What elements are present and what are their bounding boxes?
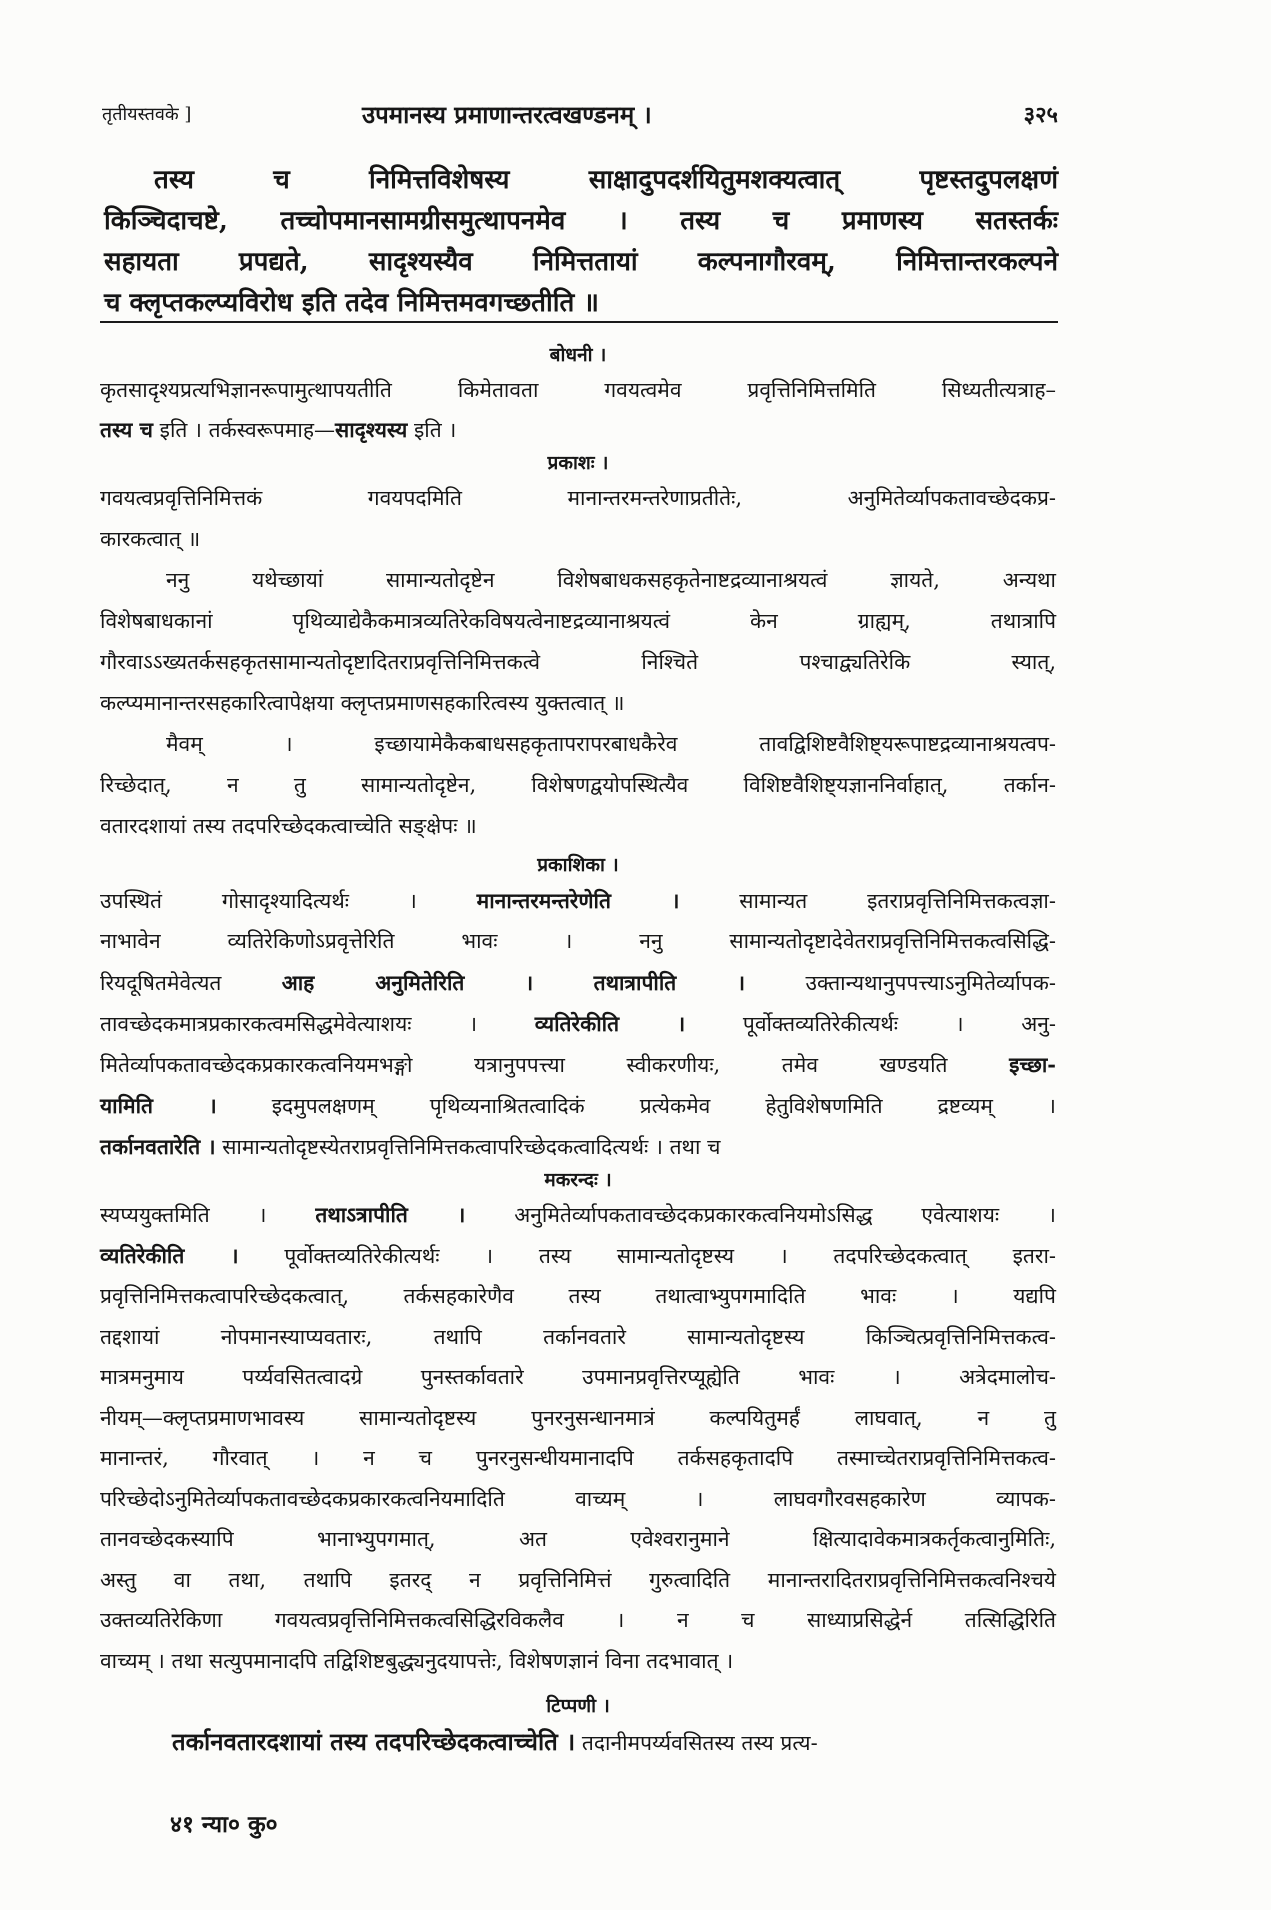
text-line bbox=[100, 1276, 1056, 1317]
text-run: रियदूषितमेवेत्यत bbox=[100, 971, 282, 995]
text-line bbox=[104, 283, 1058, 324]
text-line bbox=[100, 478, 1056, 519]
lemma-text: तथात्रापीति । bbox=[593, 970, 746, 995]
lemma-text: तथाऽत्रापीति । bbox=[315, 1202, 466, 1227]
text-line bbox=[100, 765, 1056, 806]
paragraph bbox=[100, 880, 1056, 1167]
running-head-chapter: तृतीयस्तवके ] bbox=[102, 104, 192, 125]
text-line bbox=[100, 1600, 1056, 1641]
text-run: किञ्चिदाचष्टे, तच्चोपमानसामग्रीसमुत्थापनमेव । तस्य च प्रमाणस्य सतस्तर्कः bbox=[104, 206, 1058, 236]
commentary-tippani bbox=[100, 1691, 1056, 1763]
text-line bbox=[100, 1479, 1056, 1520]
commentary-prakasha bbox=[100, 448, 1056, 847]
text-run: सहायता प्रपद्यते, सादृश्यस्यैव निमित्ततायां कल्पनागौरवम्, निमित्तान्तरकल्पने bbox=[104, 247, 1058, 277]
lemma-text: सादृश्यस्य bbox=[335, 417, 408, 442]
text-line bbox=[100, 880, 1056, 921]
text-run: स्यप्ययुक्तमिति । bbox=[100, 1203, 316, 1227]
lemma-text: यामिति । bbox=[100, 1093, 217, 1118]
paragraph bbox=[100, 1195, 1056, 1681]
text-line bbox=[100, 642, 1056, 683]
text-run: सामान्यत इतराप्रवृत्तिनिमित्तकत्वज्ञा- bbox=[679, 889, 1056, 913]
commentary-bodhani bbox=[100, 340, 1056, 450]
text-line bbox=[100, 1236, 1056, 1277]
text-run: अस्तु वा तथा, तथापि इतरद् न प्रवृत्तिनिमित्तं गुरुत्वादिति मानान्तरादितराप्रवृत्तिनिमित्तकत्वनिश्चये bbox=[100, 1567, 1056, 1592]
text-run: ननु यथेच्छायां सामान्यतोदृष्टेन विशेषबाधकसहकृतेनाष्टद्रव्यानाश्रयत्वं ज्ञायते, अन्यथा bbox=[166, 568, 1056, 592]
text-run: इदमुपलक्षणम् पृथिव्यनाश्रितत्वादिकं प्रत्येकमेव हेतुविशेषणमिति द्रष्टव्यम् । bbox=[216, 1094, 1056, 1118]
text-line bbox=[100, 921, 1056, 962]
commentary-title: प्रकाशिका । bbox=[537, 854, 619, 876]
text-run: पूर्वोक्तव्यतिरेकीत्यर्थः । अनु- bbox=[685, 1012, 1057, 1036]
text-run: पूर्वोक्तव्यतिरेकीत्यर्थः । तस्य सामान्यतोदृष्टस्य । तदपरिच्छेदकत्वात् इतरा- bbox=[238, 1243, 1056, 1268]
running-header bbox=[100, 95, 1058, 135]
text-line bbox=[100, 1721, 1056, 1763]
commentary-body bbox=[100, 370, 1056, 450]
commentary-body bbox=[100, 478, 1056, 847]
paragraph bbox=[100, 724, 1056, 847]
text-line bbox=[100, 601, 1056, 642]
running-head-title: उपमानस्य प्रमाणान्तरत्वखण्डनम् । bbox=[362, 100, 652, 129]
divider-rule bbox=[100, 321, 1058, 323]
root-text bbox=[104, 160, 1058, 324]
text-run: गौरवाऽऽख्यतर्कसहकृतसामान्यतोदृष्टादितराप्रवृत्तिनिमित्तकत्वे निश्चिते पश्चाद्व्यतिरेकि स्यात्, bbox=[100, 650, 1056, 674]
text-line bbox=[100, 1126, 1056, 1167]
paragraph bbox=[100, 478, 1056, 560]
text-line bbox=[100, 1003, 1056, 1044]
text-line bbox=[100, 1085, 1056, 1126]
text-run: मानान्तरं, गौरवात् । न च पुनरनुसन्धीयमानादपि तर्कसहकृतादपि तस्माच्चेतराप्रवृत्तिनिमित्तकत्व- bbox=[100, 1446, 1056, 1470]
text-run: तदानीमपर्य्यवसितस्य तस्य प्रत्य- bbox=[575, 1731, 818, 1755]
commentary-body bbox=[100, 1195, 1056, 1681]
text-run: प्रवृत्तिनिमित्तकत्वापरिच्छेदकत्वात्, तर्कसहकारेणैव तस्य तथात्वाभ्युपगमादिति भावः । यद्यपि bbox=[100, 1284, 1056, 1308]
text-line bbox=[100, 560, 1056, 601]
paragraph bbox=[100, 1721, 1056, 1763]
paragraph bbox=[100, 370, 1056, 450]
text-line bbox=[104, 242, 1058, 283]
commentary-body bbox=[100, 880, 1056, 1167]
text-line bbox=[100, 724, 1056, 765]
commentary-makaranda bbox=[100, 1165, 1056, 1681]
text-run: कृतसादृश्यप्रत्यभिज्ञानरूपामुत्थापयतीति किमेतावता गवयत्वमेव प्रवृत्तिनिमित्तमिति सिध्यतीत्यत्राह– bbox=[100, 378, 1056, 402]
text-run: वाच्यम् । तथा सत्युपमानादपि तद्विशिष्टबुद्ध्यनुदयापत्तेः, विशेषणज्ञानं विना तदभावात् । bbox=[100, 1648, 734, 1673]
text-line bbox=[100, 410, 1056, 450]
text-line bbox=[100, 1357, 1056, 1398]
paragraph bbox=[104, 160, 1058, 324]
text-run: उक्तव्यतिरेकिणा गवयत्वप्रवृत्तिनिमित्तकत्वसिद्धिरविकलैव । न च साध्याप्रसिद्धेर्न तत्सिद्धिरिति bbox=[100, 1608, 1056, 1632]
lemma-text: व्यतिरेकीति । bbox=[534, 1011, 686, 1036]
commentary-prakashika bbox=[100, 850, 1056, 1167]
text-run: सामान्यतोदृष्टस्येतराप्रवृत्तिनिमित्तकत्वापरिच्छेदकत्वादित्यर्थः । तथा च bbox=[215, 1135, 721, 1159]
text-run: उपस्थितं गोसादृश्यादित्यर्थः । bbox=[100, 889, 477, 913]
lemma-text: तर्कानवतारदशायां तस्य तदपरिच्छेदकत्वाच्चेति । bbox=[172, 1728, 576, 1756]
text-run: रिच्छेदात्, न तु सामान्यतोदृष्टेन, विशेषणद्वयोपस्थित्यैव विशिष्टवैशिष्ट्यज्ञाननिर्वाहात्, तर्कान- bbox=[100, 773, 1056, 797]
text-line bbox=[100, 1044, 1056, 1085]
commentary-title: मकरन्दः । bbox=[544, 1169, 612, 1191]
text-line bbox=[100, 1317, 1056, 1358]
text-line bbox=[100, 683, 1056, 724]
text-line bbox=[100, 1195, 1056, 1236]
lemma-text: व्यतिरेकीति । bbox=[100, 1242, 239, 1268]
text-run: मैवम् । इच्छायामेकैकबाधसहकृतापरापरबाधकैरेव तावद्विशिष्टवैशिष्ट्यरूपाष्टद्रव्यानाश्रयत्वप- bbox=[166, 732, 1056, 756]
text-line bbox=[104, 201, 1058, 242]
text-run: अनुमितेर्व्यापकतावच्छेदकप्रकारकत्वनियमोऽसिद्ध एवेत्याशयः । bbox=[465, 1203, 1056, 1227]
text-run: नीयम्—क्लृप्तप्रमाणभावस्य सामान्यतोदृष्टस्य पुनरनुसन्धानमात्रं कल्पयितुमर्हं लाघवात्, न तु bbox=[100, 1405, 1056, 1430]
text-run bbox=[533, 971, 593, 995]
text-line bbox=[100, 519, 1056, 560]
text-line bbox=[100, 1519, 1056, 1560]
text-line bbox=[100, 1398, 1056, 1439]
text-line bbox=[100, 1560, 1056, 1601]
text-run: मात्रमनुमाय पर्य्यवसितत्वादग्रे पुनस्तर्कावतारे उपमानप्रवृत्तिरप्यूह्येति भावः । अत्रेदमालोच- bbox=[100, 1365, 1056, 1389]
text-line bbox=[100, 962, 1056, 1003]
commentary-title: बोधनी । bbox=[549, 344, 607, 366]
text-run: इति । तर्कस्वरूपमाह— bbox=[152, 418, 336, 442]
text-line bbox=[100, 806, 1056, 847]
text-run: विशेषबाधकानां पृथिव्याद्येकैकमात्रव्यतिरेकविषयत्वेनाष्टद्रव्यानाश्रयत्वं केन ग्राह्यम्, तथात्रापि bbox=[100, 609, 1056, 633]
text-run: तावच्छेदकमात्रप्रकारकत्वमसिद्धमेवेत्याशयः । bbox=[100, 1012, 535, 1036]
lemma-text: तस्य च bbox=[100, 417, 153, 442]
text-run: परिच्छेदोऽनुमितेर्व्यापकतावच्छेदकप्रकारकत्वनियमादिति वाच्यम् । लाघवगौरवसहकारेण व्यापक- bbox=[100, 1486, 1056, 1511]
commentary-body bbox=[100, 1721, 1056, 1763]
lemma-text: इच्छा- bbox=[1009, 1052, 1056, 1077]
text-run: गवयत्वप्रवृत्तिनिमित्तकं गवयपदमिति मानान्तरमन्तरेणाप्रतीतेः, अनुमितेर्व्यापकतावच्छेदकप्र- bbox=[100, 486, 1056, 510]
text-run: तद्दशायां नोपमानस्याप्यवतारः, तथापि तर्कानवतारे सामान्यतोदृष्टस्य किञ्चित्प्रवृत्तिनिमित्तकत्व- bbox=[100, 1324, 1056, 1349]
lemma-text: आह अनुमितेरिति । bbox=[281, 970, 534, 995]
text-run: तस्य च निमित्तविशेषस्य साक्षादुपदर्शयितुमशक्यत्वात् पृष्टस्तदुपलक्षणं bbox=[154, 165, 1058, 195]
text-run: कल्प्यमानान्तरसहकारित्वापेक्षया क्लृप्तप्रमाणसहकारित्वस्य युक्तत्वात् ॥ bbox=[100, 691, 625, 715]
text-run: उक्तान्यथानुपपत्त्याऽनुमितेर्व्यापक- bbox=[745, 971, 1056, 995]
text-run: नाभावेन व्यतिरेकिणोऽप्रवृत्तेरिति भावः । ननु सामान्यतोदृष्टादेवेतराप्रवृत्तिनिमित्तकत्वसिद्धि- bbox=[100, 929, 1056, 953]
text-line bbox=[100, 1438, 1056, 1479]
text-line bbox=[100, 1641, 1056, 1682]
commentary-title: टिप्पणी । bbox=[546, 1695, 610, 1717]
lemma-text: मानान्तरमन्तरेणेति । bbox=[476, 888, 680, 913]
text-run: वतारदशायां तस्य तदपरिच्छेदकत्वाच्चेति सङ्क्षेपः ॥ bbox=[100, 814, 477, 838]
signature-mark: ४१ न्या० कु० bbox=[170, 1811, 278, 1838]
text-run: इति । bbox=[407, 418, 457, 442]
page-number: ३२५ bbox=[1023, 102, 1058, 128]
text-run: तानवच्छेदकस्यापि भानाभ्युपगमात्, अत एवेश्वरानुमाने क्षित्यादावेकमात्रकर्तृकत्वानुमितिः, bbox=[100, 1527, 1056, 1551]
text-run: कारकत्वात् ॥ bbox=[100, 527, 201, 551]
text-line bbox=[104, 160, 1058, 201]
text-line bbox=[100, 370, 1056, 410]
lemma-text: तर्कानवतारेति । bbox=[100, 1134, 216, 1159]
commentary-title: प्रकाशः । bbox=[547, 452, 609, 474]
text-run: मितेर्व्यापकतावच्छेदकप्रकारकत्वनियमभङ्गो यत्रानुपपत्त्या स्वीकरणीयः, तमेव खण्डयति bbox=[100, 1053, 1010, 1077]
paragraph bbox=[100, 560, 1056, 724]
text-run: च क्लृप्तकल्प्यविरोध इति तदेव निमित्तमवगच्छतीति ॥ bbox=[104, 288, 599, 318]
